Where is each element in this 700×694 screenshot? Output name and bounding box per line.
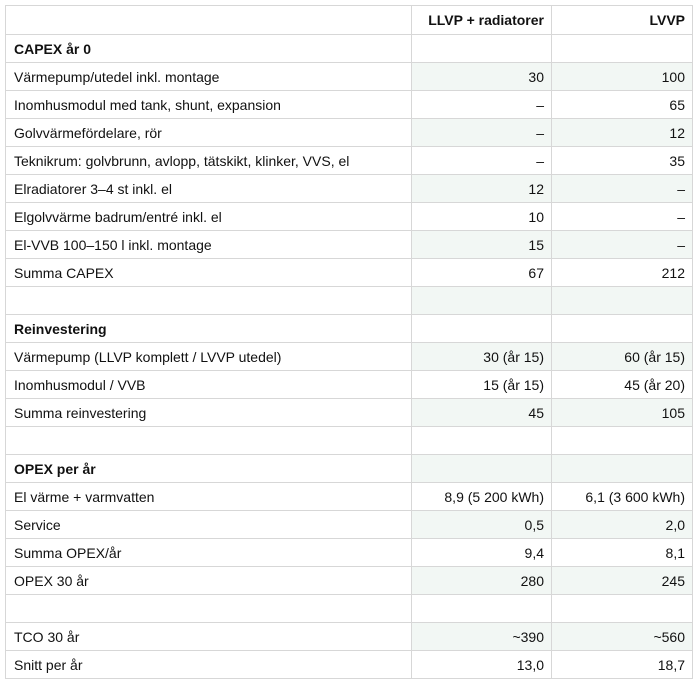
header-cell-label: [6, 6, 412, 35]
cell-llvp-value: [412, 455, 552, 483]
cell-lvvp-value: 18,7: [552, 651, 693, 679]
table-row: [6, 511, 693, 539]
table-row: [6, 259, 693, 287]
cell-llvp-value: [412, 315, 552, 343]
header-cell-lvvp: LVVP: [552, 6, 693, 35]
cell-lvvp-value: –: [552, 203, 693, 231]
row-label: [6, 427, 412, 455]
table-row: [6, 147, 693, 175]
row-label: [6, 595, 412, 623]
section-header-row: [6, 35, 693, 63]
cell-llvp-value: 15: [412, 231, 552, 259]
table-row: [6, 371, 693, 399]
row-label: TCO 30 år: [6, 623, 412, 651]
cell-lvvp-value: [552, 427, 693, 455]
row-label: [6, 287, 412, 315]
cell-llvp-value: 13,0: [412, 651, 552, 679]
row-label: Elgolvvärme badrum/entré inkl. el: [6, 203, 412, 231]
cell-llvp-value: 45: [412, 399, 552, 427]
row-label: Golvvärmefördelare, rör: [6, 119, 412, 147]
cell-lvvp-value: [552, 595, 693, 623]
row-label: Inomhusmodul / VVB: [6, 371, 412, 399]
table-header-row: [6, 6, 693, 35]
section-header-row: [6, 455, 693, 483]
cell-llvp-value: 9,4: [412, 539, 552, 567]
cell-lvvp-value: 212: [552, 259, 693, 287]
cell-lvvp-value: [552, 35, 693, 63]
row-label: Värmepump/utedel inkl. montage: [6, 63, 412, 91]
cell-llvp-value: –: [412, 119, 552, 147]
cell-lvvp-value: ~560: [552, 623, 693, 651]
cell-llvp-value: 0,5: [412, 511, 552, 539]
table-row: [6, 399, 693, 427]
row-label: Reinvestering: [6, 315, 412, 343]
spacer-row: [6, 427, 693, 455]
cell-llvp-value: 8,9 (5 200 kWh): [412, 483, 552, 511]
table-row: [6, 483, 693, 511]
cell-llvp-value: 10: [412, 203, 552, 231]
cell-lvvp-value: 100: [552, 63, 693, 91]
table-row: [6, 539, 693, 567]
table-row: [6, 231, 693, 259]
row-label: Värmepump (LLVP komplett / LVVP utedel): [6, 343, 412, 371]
cell-lvvp-value: 65: [552, 91, 693, 119]
cell-llvp-value: 12: [412, 175, 552, 203]
cell-llvp-value: –: [412, 91, 552, 119]
row-label: El värme + varmvatten: [6, 483, 412, 511]
table-row: [6, 119, 693, 147]
table-row: [6, 175, 693, 203]
row-label: CAPEX år 0: [6, 35, 412, 63]
cell-lvvp-value: –: [552, 231, 693, 259]
table-row: [6, 567, 693, 595]
cell-llvp-value: [412, 427, 552, 455]
row-label: OPEX per år: [6, 455, 412, 483]
table-body: [6, 35, 693, 679]
cell-llvp-value: –: [412, 147, 552, 175]
cell-llvp-value: [412, 595, 552, 623]
table-row: [6, 343, 693, 371]
row-label: Summa CAPEX: [6, 259, 412, 287]
cell-lvvp-value: 45 (år 20): [552, 371, 693, 399]
cell-llvp-value: [412, 35, 552, 63]
cell-llvp-value: 30: [412, 63, 552, 91]
row-label: Teknikrum: golvbrunn, avlopp, tätskikt, klinker, VVS, el: [6, 147, 412, 175]
header-cell-llvp: LLVP + radiatorer: [412, 6, 552, 35]
table-row: [6, 651, 693, 679]
cell-lvvp-value: 60 (år 15): [552, 343, 693, 371]
row-label: Inomhusmodul med tank, shunt, expansion: [6, 91, 412, 119]
table-row: [6, 623, 693, 651]
spacer-row: [6, 595, 693, 623]
cell-lvvp-value: 12: [552, 119, 693, 147]
cell-lvvp-value: 245: [552, 567, 693, 595]
row-label: Service: [6, 511, 412, 539]
row-label: Snitt per år: [6, 651, 412, 679]
cell-lvvp-value: 35: [552, 147, 693, 175]
cell-lvvp-value: –: [552, 175, 693, 203]
row-label: Summa reinvestering: [6, 399, 412, 427]
section-header-row: [6, 315, 693, 343]
cell-llvp-value: 280: [412, 567, 552, 595]
cell-llvp-value: 15 (år 15): [412, 371, 552, 399]
row-label: OPEX 30 år: [6, 567, 412, 595]
cell-llvp-value: ~390: [412, 623, 552, 651]
table-row: [6, 203, 693, 231]
cell-lvvp-value: 8,1: [552, 539, 693, 567]
cost-comparison-table: [5, 5, 693, 679]
cell-lvvp-value: [552, 287, 693, 315]
cell-lvvp-value: 105: [552, 399, 693, 427]
row-label: El-VVB 100–150 l inkl. montage: [6, 231, 412, 259]
cell-lvvp-value: [552, 455, 693, 483]
table-row: [6, 91, 693, 119]
row-label: Elradiatorer 3–4 st inkl. el: [6, 175, 412, 203]
cell-lvvp-value: [552, 315, 693, 343]
spacer-row: [6, 287, 693, 315]
cell-llvp-value: [412, 287, 552, 315]
cell-lvvp-value: 2,0: [552, 511, 693, 539]
table-row: [6, 63, 693, 91]
row-label: Summa OPEX/år: [6, 539, 412, 567]
cell-lvvp-value: 6,1 (3 600 kWh): [552, 483, 693, 511]
cell-llvp-value: 30 (år 15): [412, 343, 552, 371]
cell-llvp-value: 67: [412, 259, 552, 287]
